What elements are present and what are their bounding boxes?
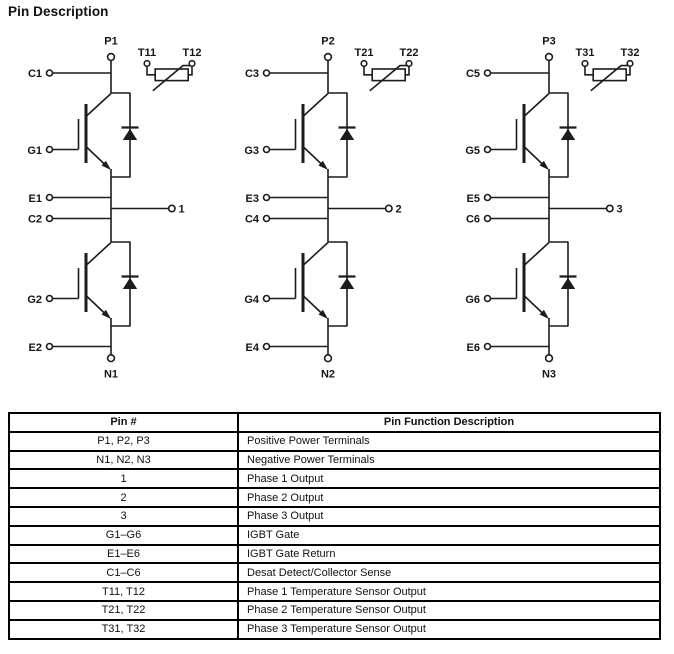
table-row — [9, 526, 660, 545]
phase-output-label: 3 — [616, 203, 623, 216]
lower-collector-sense-label: C6 — [465, 213, 480, 226]
upper-gate-return-label: E5 — [466, 192, 480, 205]
temp-sensor-right-label: T22 — [399, 47, 419, 59]
table-row — [9, 507, 660, 526]
pin-cell: P1, P2, P3 — [9, 432, 238, 451]
upper-gate-label: G1 — [27, 144, 42, 157]
pin-number-header: Pin # — [9, 413, 238, 432]
temp-sensor-left-label: T11 — [137, 47, 157, 59]
lower-collector-sense-label: C2 — [27, 213, 42, 226]
lower-gate-label: G2 — [27, 293, 42, 306]
lower-gate-return-label: E2 — [28, 341, 42, 354]
negative-terminal-label: N2 — [320, 368, 336, 381]
table-row — [9, 620, 660, 639]
temp-sensor-left-label: T21 — [354, 47, 374, 59]
function-cell: Phase 2 Temperature Sensor Output — [238, 601, 660, 620]
function-cell: Phase 3 Output — [238, 507, 660, 526]
positive-terminal-label: P1 — [104, 35, 118, 48]
lower-collector-sense-label: C4 — [244, 213, 259, 226]
pin-function-table — [8, 412, 661, 640]
negative-terminal-label: N1 — [103, 368, 119, 381]
page-title: Pin Description — [8, 4, 109, 19]
upper-gate-return-label: E1 — [28, 192, 42, 205]
upper-collector-sense-label: C1 — [27, 68, 42, 80]
function-cell: Phase 1 Output — [238, 469, 660, 488]
pin-cell: T31, T32 — [9, 620, 238, 639]
upper-gate-label: G3 — [244, 144, 259, 157]
table-row — [9, 451, 660, 470]
lower-gate-label: G6 — [465, 293, 480, 306]
function-cell: Positive Power Terminals — [238, 432, 660, 451]
upper-collector-sense-label: C5 — [465, 68, 480, 80]
pin-cell: C1–C6 — [9, 563, 238, 582]
phase-2-circuit — [264, 54, 412, 362]
function-cell: IGBT Gate Return — [238, 545, 660, 564]
phase-output-label: 2 — [395, 203, 402, 216]
table-row — [9, 488, 660, 507]
pin-cell: 3 — [9, 507, 238, 526]
lower-gate-label: G4 — [244, 293, 259, 306]
phase-3-circuit — [485, 54, 633, 362]
pin-cell: G1–G6 — [9, 526, 238, 545]
table-row — [9, 582, 660, 601]
function-cell: Phase 2 Output — [238, 488, 660, 507]
function-cell: Negative Power Terminals — [238, 451, 660, 470]
pin-cell: T11, T12 — [9, 582, 238, 601]
table-row — [9, 601, 660, 620]
table-row — [9, 469, 660, 488]
phase-output-label: 1 — [178, 203, 185, 216]
upper-collector-sense-label: C3 — [244, 68, 259, 80]
function-cell: IGBT Gate — [238, 526, 660, 545]
table-header-row — [9, 413, 660, 432]
temp-sensor-left-label: T31 — [575, 47, 595, 59]
pin-cell: 1 — [9, 469, 238, 488]
upper-gate-label: G5 — [465, 144, 480, 157]
positive-terminal-label: P3 — [542, 35, 556, 48]
temp-sensor-right-label: T32 — [620, 47, 640, 59]
table-row — [9, 432, 660, 451]
table-row — [9, 563, 660, 582]
function-cell: Desat Detect/Collector Sense — [238, 563, 660, 582]
function-cell: Phase 3 Temperature Sensor Output — [238, 620, 660, 639]
negative-terminal-label: N3 — [541, 368, 557, 381]
pin-cell: E1–E6 — [9, 545, 238, 564]
pin-cell: 2 — [9, 488, 238, 507]
function-cell: Phase 1 Temperature Sensor Output — [238, 582, 660, 601]
pin-function-header: Pin Function Description — [238, 413, 660, 432]
temp-sensor-right-label: T12 — [182, 47, 202, 59]
upper-gate-return-label: E3 — [245, 192, 259, 205]
pin-cell: N1, N2, N3 — [9, 451, 238, 470]
lower-gate-return-label: E6 — [466, 341, 480, 354]
pin-cell: T21, T22 — [9, 601, 238, 620]
phase-1-circuit — [47, 54, 195, 362]
positive-terminal-label: P2 — [321, 35, 335, 48]
table-row — [9, 545, 660, 564]
lower-gate-return-label: E4 — [245, 341, 259, 354]
